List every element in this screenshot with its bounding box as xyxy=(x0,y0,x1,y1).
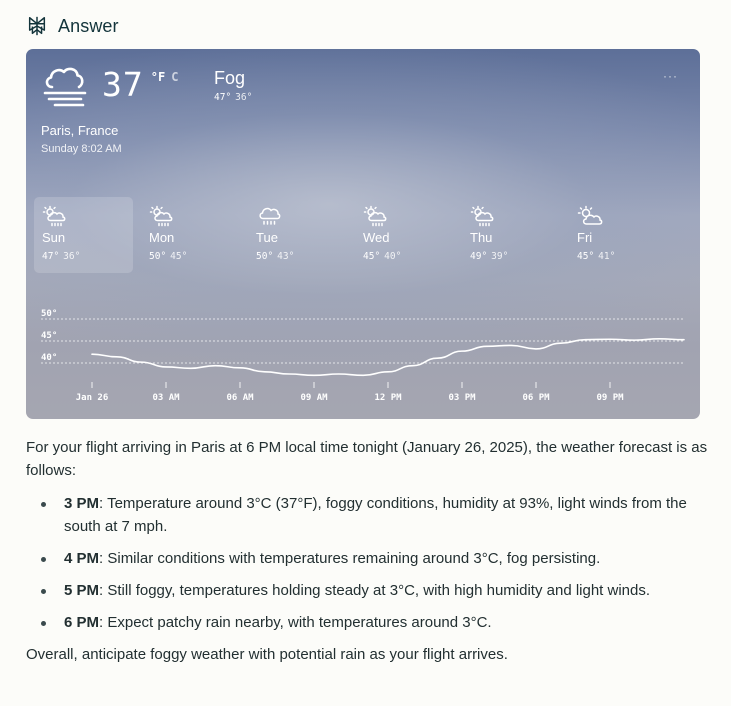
y-tick-label: 40° xyxy=(41,353,58,363)
forecast-low: 43° xyxy=(277,251,295,262)
current-conditions xyxy=(41,64,178,110)
bullet-time: 3 PM xyxy=(64,495,100,512)
forecast-day-name: Mon xyxy=(149,230,175,245)
forecast-day-sun[interactable] xyxy=(34,197,133,273)
condition-text: Fog xyxy=(214,68,246,88)
answer-title: Answer xyxy=(58,15,119,36)
list-item xyxy=(26,579,716,602)
location-datetime: Sunday 8:02 AM xyxy=(41,143,122,155)
forecast-day-tue[interactable] xyxy=(248,197,347,273)
partly-cloudy-rain-icon xyxy=(470,205,496,227)
bullet-text: : Still foggy, temperatures holding steady at 3°C, with high humidity and light winds. xyxy=(99,582,651,599)
forecast-day-name: Thu xyxy=(470,230,493,245)
bullet-text: : Expect patchy rain nearby, with temperatures around 3°C. xyxy=(99,614,492,631)
x-tick-label: Jan 26 xyxy=(75,393,109,403)
partly-cloudy-rain-icon xyxy=(42,205,68,227)
forecast-hi-lo xyxy=(363,251,454,262)
forecast-high: 50° xyxy=(149,251,167,262)
forecast-high: 49° xyxy=(470,251,488,262)
x-tick-label: 06 AM xyxy=(226,393,254,403)
fog-icon xyxy=(41,64,89,108)
forecast-low: 45° xyxy=(170,251,188,262)
forecast-hi-lo xyxy=(256,251,347,262)
x-tick-label: 09 AM xyxy=(300,393,328,403)
answer-header xyxy=(26,13,119,39)
forecast-low: 36° xyxy=(63,251,81,262)
current-condition xyxy=(214,67,252,103)
forecast-low: 41° xyxy=(598,251,616,262)
forecast-hi-lo xyxy=(149,251,240,262)
forecast-high: 50° xyxy=(256,251,274,262)
celsius-toggle[interactable]: C xyxy=(171,70,179,84)
perplexity-logo-icon xyxy=(26,15,48,37)
partly-cloudy-rain-icon xyxy=(149,205,175,227)
x-tick-label: 03 AM xyxy=(152,393,180,403)
condition-hi-lo xyxy=(214,92,252,103)
today-high: 47° xyxy=(214,92,232,103)
forecast-day-name: Tue xyxy=(256,230,278,245)
location-name: Paris, France xyxy=(41,123,119,138)
answer-outro: Overall, anticipate foggy weather with potential rain as your flight arrives. xyxy=(26,646,508,663)
partly-cloudy-icon xyxy=(577,205,603,227)
forecast-day-mon[interactable] xyxy=(141,197,240,273)
bullet-time: 5 PM xyxy=(64,582,100,599)
current-temperature: 37 xyxy=(102,65,144,104)
forecast-day-name: Sun xyxy=(42,230,66,245)
weather-widget[interactable] xyxy=(26,49,700,419)
forecast-bullet-list xyxy=(26,492,716,634)
rain-icon xyxy=(256,205,282,227)
forecast-high: 45° xyxy=(363,251,381,262)
y-tick-label: 50° xyxy=(41,309,58,319)
partly-cloudy-rain-icon xyxy=(363,205,389,227)
temperature-line xyxy=(92,339,684,376)
list-item xyxy=(26,547,716,570)
hourly-temperature-chart xyxy=(26,299,700,409)
more-options-icon[interactable]: ··· xyxy=(663,69,678,83)
x-tick-label: 09 PM xyxy=(596,393,624,403)
forecast-high: 47° xyxy=(42,251,60,262)
x-tick-label: 03 PM xyxy=(448,393,476,403)
bullet-text: : Temperature around 3°C (37°F), foggy conditions, humidity at 93%, light winds from the south at 7 mph. xyxy=(64,495,687,535)
x-tick-label: 12 PM xyxy=(374,393,402,403)
unit-toggle xyxy=(151,70,179,84)
y-tick-label: 45° xyxy=(41,331,58,341)
forecast-high: 45° xyxy=(577,251,595,262)
forecast-day-thu[interactable] xyxy=(462,197,561,273)
list-item xyxy=(26,611,716,634)
forecast-day-name: Wed xyxy=(363,230,390,245)
bullet-time: 6 PM xyxy=(64,614,100,631)
forecast-hi-lo xyxy=(42,251,133,262)
forecast-day-fri[interactable] xyxy=(569,197,668,273)
answer-intro: For your flight arriving in Paris at 6 PM local time tonight (January 26, 2025), the weather forecast is as follows: xyxy=(26,439,708,479)
forecast-low: 40° xyxy=(384,251,402,262)
answer-body xyxy=(26,436,716,666)
x-tick-label: 06 PM xyxy=(522,393,550,403)
forecast-hi-lo xyxy=(577,251,668,262)
fahrenheit-toggle[interactable]: °F xyxy=(150,70,166,84)
forecast-low: 39° xyxy=(491,251,509,262)
bullet-text: : Similar conditions with temperatures remaining around 3°C, fog persisting. xyxy=(99,550,601,567)
bullet-time: 4 PM xyxy=(64,550,100,567)
forecast-hi-lo xyxy=(470,251,561,262)
forecast-day-wed[interactable] xyxy=(355,197,454,273)
today-low: 36° xyxy=(235,92,253,103)
forecast-day-name: Fri xyxy=(577,230,593,245)
list-item xyxy=(26,492,716,538)
